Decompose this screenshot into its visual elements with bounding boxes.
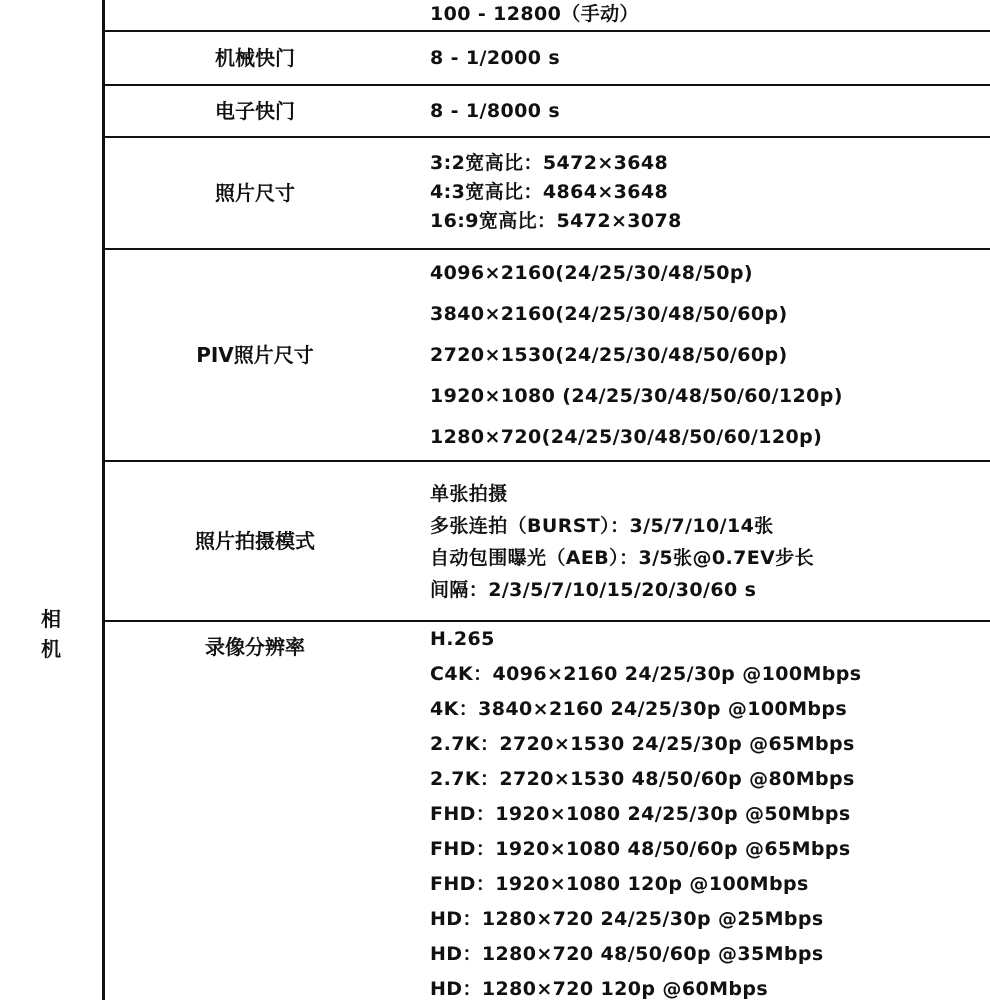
spec-value: C4K：4096×2160 24/25/30p @100Mbps [430, 663, 862, 685]
spec-value: 3:2宽高比：5472×3648 [430, 152, 669, 174]
spec-name: 机械快门 [215, 46, 295, 70]
spec-value: 多张连拍（BURST）：3/5/7/10/14张 [430, 515, 774, 537]
spec-value: 2.7K：2720×1530 48/50/60p @80Mbps [430, 768, 855, 790]
spec-values [430, 622, 990, 1007]
section-label-camera [36, 604, 66, 664]
spec-row-photo-size [105, 138, 990, 250]
spec-row-video-resolution [105, 622, 990, 1000]
spec-value: 4096×2160(24/25/30/48/50p) [430, 262, 754, 284]
spec-value: FHD：1920×1080 120p @100Mbps [430, 873, 809, 895]
spec-value: 4K：3840×2160 24/25/30p @100Mbps [430, 698, 848, 720]
spec-value: 8 - 1/8000 s [430, 100, 561, 122]
spec-value: 单张拍摄 [430, 483, 508, 505]
spec-value: HD：1280×720 48/50/60p @35Mbps [430, 943, 824, 965]
spec-value: HD：1280×720 24/25/30p @25Mbps [430, 908, 824, 930]
spec-values [430, 86, 990, 136]
spec-name: 录像分辨率 [205, 635, 305, 659]
spec-value: 1280×720(24/25/30/48/50/60/120p) [430, 426, 823, 448]
spec-row-mechanical-shutter [105, 32, 990, 86]
spec-name: 照片尺寸 [215, 181, 295, 205]
spec-name: 照片拍摄模式 [195, 529, 315, 553]
spec-name: 电子快门 [215, 99, 295, 123]
spec-value: 自动包围曝光（AEB）：3/5张@0.7EV步长 [430, 547, 814, 569]
spec-values [430, 478, 990, 606]
spec-row-iso [105, 0, 990, 32]
spec-value: 间隔：2/3/5/7/10/15/20/30/60 s [430, 579, 757, 601]
spec-value: 16:9宽高比：5472×3078 [430, 210, 682, 232]
spec-value: HD：1280×720 120p @60Mbps [430, 978, 769, 1000]
spec-row-electronic-shutter [105, 86, 990, 138]
spec-row-piv-photo-size [105, 250, 990, 462]
spec-value: FHD：1920×1080 48/50/60p @65Mbps [430, 838, 851, 860]
spec-value: 2720×1530(24/25/30/48/50/60p) [430, 344, 788, 366]
spec-value: 1920×1080 (24/25/30/48/50/60/120p) [430, 385, 843, 407]
spec-values [430, 0, 990, 28]
spec-value: 4:3宽高比：4864×3648 [430, 181, 669, 203]
spec-value: FHD：1920×1080 24/25/30p @50Mbps [430, 803, 851, 825]
spec-values [430, 149, 990, 236]
spec-value: 100 - 12800（手动） [430, 3, 639, 25]
spec-row-shooting-modes [105, 462, 990, 622]
spec-values [430, 32, 990, 84]
section-label-char: 机 [41, 637, 61, 661]
spec-name: PIV照片尺寸 [196, 343, 314, 367]
spec-value: H.265 [430, 628, 495, 650]
spec-value: 8 - 1/2000 s [430, 47, 561, 69]
spec-value: 3840×2160(24/25/30/48/50/60p) [430, 303, 788, 325]
section-label-char: 相 [41, 607, 61, 631]
spec-value: 2.7K：2720×1530 24/25/30p @65Mbps [430, 733, 855, 755]
spec-values [430, 253, 990, 458]
